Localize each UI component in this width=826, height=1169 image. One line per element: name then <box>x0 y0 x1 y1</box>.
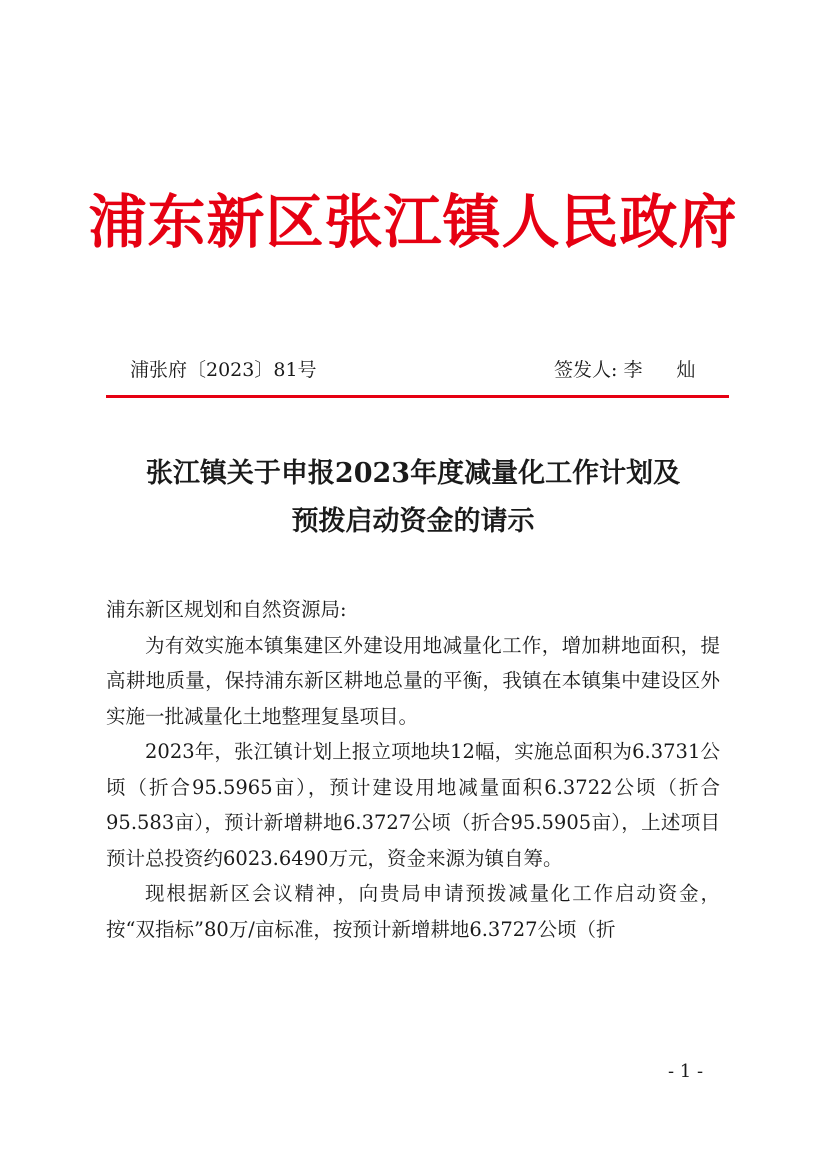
document-number: 浦张府〔2023〕81号 <box>130 359 317 381</box>
signer <box>554 356 710 384</box>
title-line-2: 预拨启动资金的请示 <box>291 506 535 537</box>
body-paragraph: 为有效实施本镇集建区外建设用地减量化工作，增加耕地面积，提高耕地质量，保持浦东新区耕地总量的平衡，我镇在本镇集中建设区外实施一批减量化土地整理复垦项目。 <box>106 633 720 728</box>
body-paragraph: 2023年，张江镇计划上报立项地块12幅，实施总面积为6.3731公顷（折合95.5965亩），预计建设用地减量面积6.3722公顷（折合95.583亩），预计新增耕地6.3727公顷（折合95.5905亩），上述项目预计总投资约6023.6490万元，资金来源为镇自筹。 <box>106 740 720 870</box>
title-line-1: 张江镇关于申报2023年度减量化工作计划及 <box>145 458 681 489</box>
document-title <box>106 450 720 546</box>
issuer-masthead: 浦东新区张江镇人民政府 <box>88 188 738 256</box>
body-paragraph: 现根据新区会议精神，向贵局申请预拨减量化工作启动资金，按“双指标”80万/亩标准，按预计新增耕地6.3727公顷（折 <box>106 882 720 941</box>
document-body <box>106 592 720 947</box>
page-number: - 1 - <box>668 1061 704 1082</box>
salutation: 浦东新区规划和自然资源局: <box>106 598 347 621</box>
signer-label: 签发人: <box>554 359 618 381</box>
red-divider-line <box>106 395 729 398</box>
signer-name: 李 灿 <box>623 359 710 381</box>
